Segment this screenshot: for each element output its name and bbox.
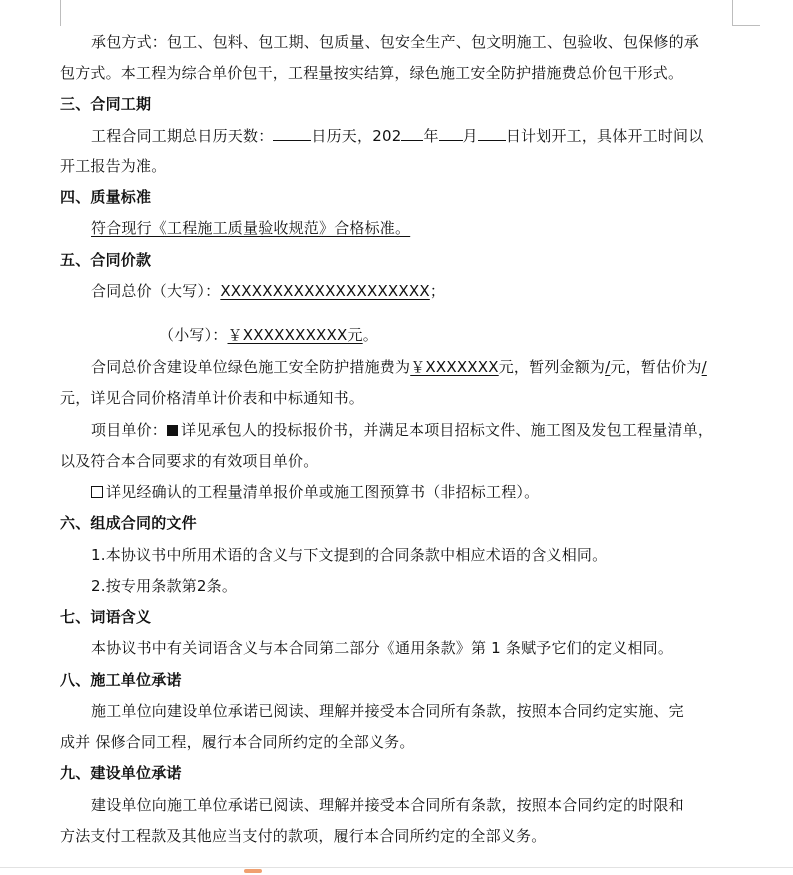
heading-employer-commitment: 九、建设单位承诺 xyxy=(60,764,182,782)
total-price-lowercase xyxy=(159,325,378,345)
contract-documents-item-1: 1.本协议书中所用术语的含义与下文提到的合同条款中相应术语的含义相同。 xyxy=(91,546,608,564)
checked-box-icon xyxy=(167,425,178,436)
provisional-sum-text: 元，暂列金额为 xyxy=(498,358,606,376)
employer-commitment-line-2: 方法支付工程款及其他应当支付的款项，履行本合同所约定的全部义务。 xyxy=(60,827,547,845)
month-blank xyxy=(439,125,463,141)
days-blank xyxy=(273,125,311,141)
contractor-commitment-line-1: 施工单位向建设单位承诺已阅读、理解并接受本合同所有条款，按照本合同约定实施、完 xyxy=(91,702,684,720)
contract-period-line-2: 开工报告为准。 xyxy=(60,157,167,175)
green-construction-fee-line-1 xyxy=(91,357,707,377)
heading-contract-period: 三、合同工期 xyxy=(60,95,152,113)
crop-mark-right xyxy=(732,0,733,26)
contract-method-line-1: 承包方式：包工、包料、包工期、包质量、包安全生产、包文明施工、包验收、包保修的承 xyxy=(91,33,700,51)
crop-mark-left xyxy=(60,0,61,26)
total-lowercase-value: ￥XXXXXXXXXX元 xyxy=(227,326,363,344)
period-days-text: 日历天，202 xyxy=(311,127,402,145)
total-price-uppercase xyxy=(91,281,445,301)
green-fee-value: ￥XXXXXXX xyxy=(410,358,499,376)
total-uppercase-end: ； xyxy=(429,282,446,300)
unit-price-line-2: 以及符合本合同要求的有效项目单价。 xyxy=(60,452,319,470)
heading-contractor-commitment: 八、施工单位承诺 xyxy=(60,671,182,689)
contract-documents-item-2: 2.按专用条款第2条。 xyxy=(91,577,238,595)
page-bottom-divider xyxy=(0,867,793,868)
day-blank xyxy=(478,125,506,141)
bill-of-quantities-option xyxy=(91,482,539,502)
heading-contract-documents: 六、组成合同的文件 xyxy=(60,514,197,532)
total-uppercase-label: 合同总价（大写）： xyxy=(91,282,221,300)
total-uppercase-value: XXXXXXXXXXXXXXXXXXXX xyxy=(220,282,430,300)
provisional-sum-value: / xyxy=(605,358,611,376)
estimated-price-text: 元，暂估价为 xyxy=(610,358,702,376)
quality-standard-text: 符合现行《工程施工质量验收规范》合格标准。 xyxy=(91,219,411,237)
period-month-text: 月 xyxy=(462,127,478,145)
green-construction-fee-line-2: 元，详见合同价格清单计价表和中标通知书。 xyxy=(60,389,365,407)
crop-mark-right-horizontal xyxy=(732,25,760,26)
contractor-commitment-line-2: 成并 保修合同工程，履行本合同所约定的全部义务。 xyxy=(60,733,415,751)
contract-period-line-1 xyxy=(91,125,703,146)
bottom-marker-icon xyxy=(244,869,262,873)
unit-price-label: 项目单价： xyxy=(91,421,168,439)
green-fee-text: 合同总价含建设单位绿色施工安全防护措施费为 xyxy=(91,358,411,376)
period-year-text: 年 xyxy=(423,127,439,145)
heading-definitions: 七、词语含义 xyxy=(60,608,152,626)
employer-commitment-line-1: 建设单位向施工单位承诺已阅读、理解并接受本合同所有条款，按照本合同约定的时限和 xyxy=(91,796,684,814)
total-lowercase-end: 。 xyxy=(362,326,378,344)
heading-contract-price: 五、合同价款 xyxy=(60,251,152,269)
period-label: 工程合同工期总日历天数： xyxy=(91,127,274,145)
period-start-text: 日计划开工，具体开工时间以 xyxy=(505,127,704,145)
contract-method-line-2: 包方式。本工程为综合单价包干，工程量按实结算，绿色施工安全防护措施费总价包干形式。 xyxy=(60,64,684,82)
definitions-text: 本协议书中有关词语含义与本合同第二部分《通用条款》第 1 条赋予它们的定义相同。 xyxy=(91,639,674,657)
year-blank xyxy=(401,125,423,141)
unit-price-line-1 xyxy=(91,420,713,440)
estimated-price-value: / xyxy=(701,358,707,376)
bill-of-quantities-text: 详见经确认的工程量清单报价单或施工图预算书（非招标工程）。 xyxy=(106,483,540,501)
unit-price-text: 详见承包人的投标报价书，并满足本项目招标文件、施工图及发包工程量清单， xyxy=(181,421,714,439)
total-lowercase-label: （小写）： xyxy=(159,326,228,344)
heading-quality-standard: 四、质量标准 xyxy=(60,188,152,206)
unchecked-box-icon xyxy=(91,486,103,498)
